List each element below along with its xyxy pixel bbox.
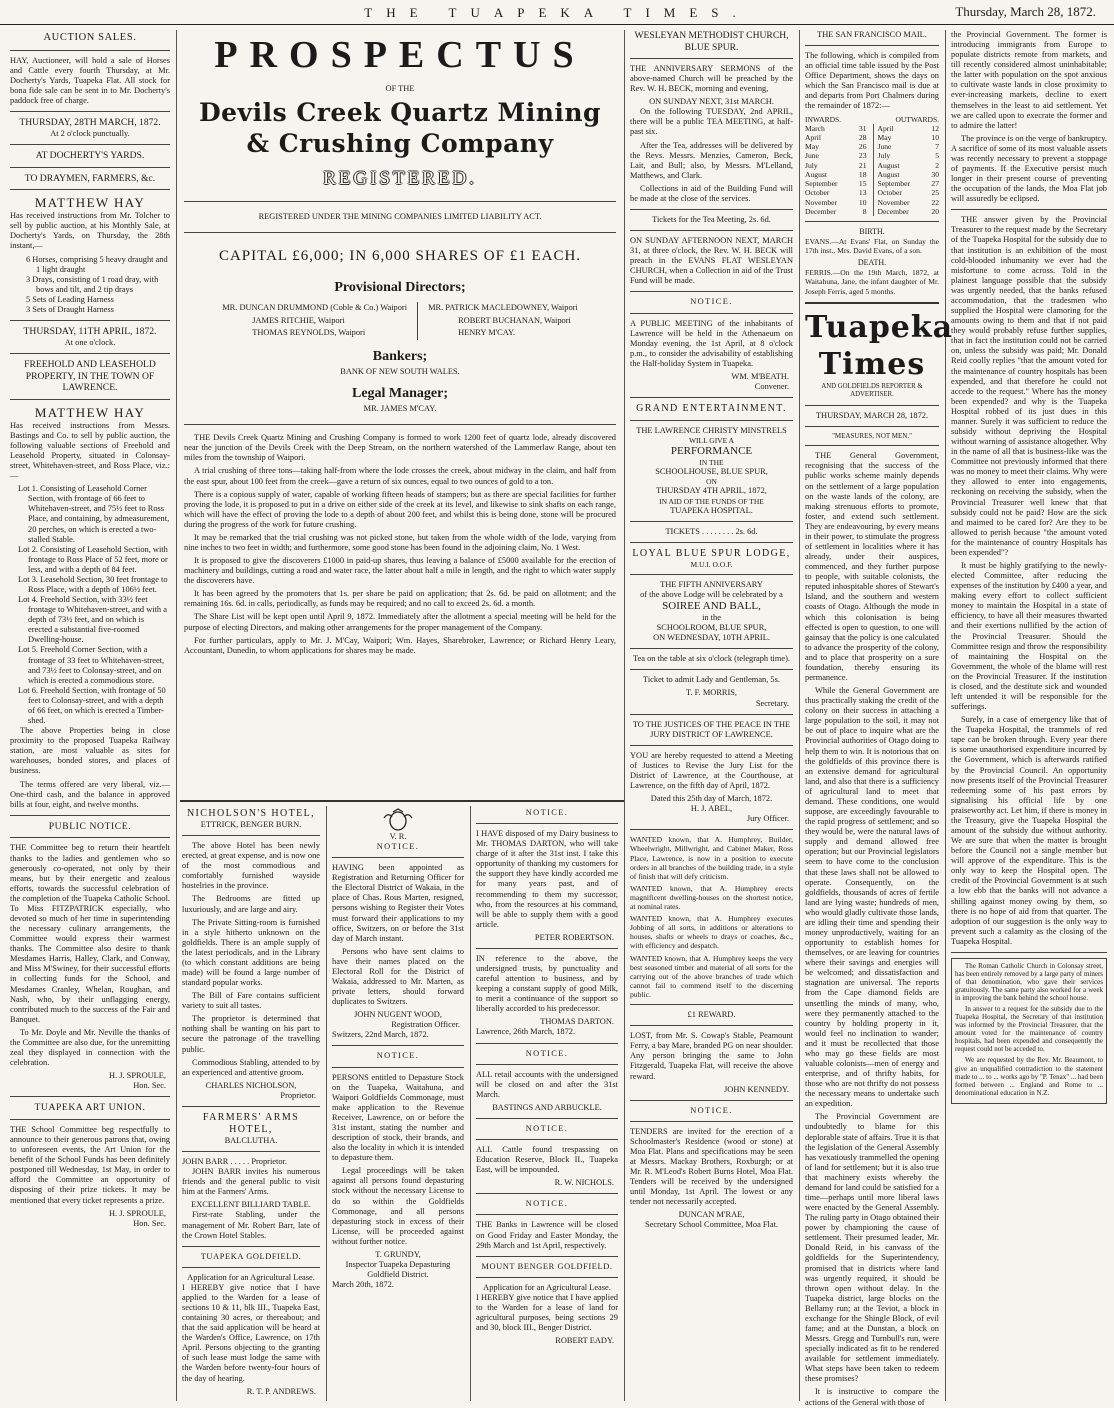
instructions-1: Has received instructions from Mr. Tolcher to sell by public auction, at his Monthly Sale, at Docherty's Yards, on Thursday, the 28th instant,— bbox=[10, 211, 170, 251]
hay-notice: HAY, Auctioneer, will hold a sale of Horses and Cattle every fourth Thursday, at Mr. Docherty's Yards, Tuapeka Flat. All stock for bona fide sale can be sent in to Mr. Docherty's paddock free of charge. bbox=[10, 55, 170, 106]
mail-month: November bbox=[805, 197, 838, 207]
notice-date: Switzers, 22nd March, 1872. bbox=[332, 1030, 429, 1040]
mail-month: October bbox=[805, 188, 830, 198]
editorial-para: It is instructive to compare the actions of the General with those of bbox=[805, 1387, 939, 1407]
hospital: TUAPEKA HOSPITAL. bbox=[670, 505, 753, 515]
hotel-name: NICHOLSON'S HOTEL, bbox=[186, 808, 316, 819]
mail-day: 5 bbox=[935, 151, 939, 161]
auctioneer-name: MATTHEW HAY bbox=[34, 404, 146, 420]
justices-text: YOU are hereby requested to attend a Meeting of Justices to Revise the Jury List for the District of Lawrence, at the Courthouse, at Lawrence, on the fifth day of April, 1872. bbox=[630, 750, 793, 790]
mail-day: 25 bbox=[931, 188, 939, 198]
mail-table-row bbox=[805, 170, 939, 179]
signature-role: Registration Officer. bbox=[391, 1020, 460, 1030]
soiree-date: ON WEDNESDAY, 10TH APRIL. bbox=[653, 633, 770, 643]
sale-date-2: THURSDAY, 11TH APRIL, 1872. bbox=[23, 326, 157, 338]
church-tickets: Tickets for the Tea Meeting, 2s. 6d. bbox=[652, 215, 771, 225]
mail-day: 21 bbox=[858, 160, 867, 170]
column-rule bbox=[470, 806, 471, 1401]
anniversary: THE FIFTH ANNIVERSARY bbox=[660, 579, 763, 589]
mail-table-row bbox=[805, 124, 939, 133]
mail-month: September bbox=[877, 179, 910, 189]
sale-time-2: At one o'clock. bbox=[64, 337, 116, 347]
notice-text: PERSONS entitled to Depasture Stock on the Tuapeka, Waitahuna, and Waipori Goldfields Commonage, must make application to the Revenue Receiver, Lawrence, on or before the 31st instant, stating the number and description of stock, their brands, and also the locality in which it is intended to depasture them. bbox=[332, 1072, 464, 1163]
death-text: FERRIS.—On the 19th March, 1872, at Waitahuna, Jane, the infant daughter of Mr. Joseph Ferris, aged 5 months. bbox=[805, 268, 939, 296]
proximity-note: The above Properties being in close proximity to the proposed Tuapeka Railway station, are most valuable as sites for warehouses, bonded stores, and places of business. bbox=[10, 726, 170, 776]
signature: JOHN NUGENT WOOD, bbox=[354, 1010, 442, 1020]
minstrels: THE LAWRENCE CHRISTY MINSTRELS bbox=[636, 426, 787, 436]
column-mail-editorial bbox=[805, 30, 954, 1407]
prospectus-para: It is proposed to give the discoverers £1000 in paid-up shares, thus leaving a balance of £5000 available for the erection of machinery and buildings, cutting a road and water race, the latter about half a mile in length, and the right to which water supply the discoverers have. bbox=[184, 556, 616, 586]
signature-role: Jury Officer. bbox=[746, 814, 789, 824]
hotel-text: The Bedrooms are fitted up luxuriously, and are large and airy. bbox=[182, 894, 320, 914]
mail-month: December bbox=[877, 206, 909, 216]
aid-line: IN AID OF THE FUNDS OF THE bbox=[659, 496, 764, 506]
mail-day: 10 bbox=[858, 197, 867, 207]
mail-day: 30 bbox=[931, 169, 939, 179]
mail-day: 28 bbox=[858, 132, 867, 142]
mail-day: 10 bbox=[931, 132, 939, 142]
royal-crest-icon bbox=[380, 808, 416, 832]
lot-item: Lot 2. Consisting of Leasehold Section, with frontage to Ross Place of 52 feet, more or less, and with a depth of 84 feet. bbox=[18, 544, 168, 574]
church-date: ON SUNDAY NEXT, 31st MARCH. bbox=[649, 97, 774, 107]
lot-item: Lot 3. Leasehold Section, 30 feet frontage to Ross Place, with a depth of 106½ feet. bbox=[18, 574, 168, 595]
notice-text: IN reference to the above, the undersigned trusts, by punctuality and careful attention to business, and by keeping a constant supply of good Milk, to merit a continuance of the support so liberally accorded to his predecessor. bbox=[476, 953, 618, 1014]
mail-day: 18 bbox=[858, 169, 867, 179]
signature: T. GRUNDY, bbox=[375, 1249, 421, 1259]
prospectus-para: There is a copious supply of water, capable of working fifteen heads of stampers; but as there are special facilities for further proving the lode, it is proposed to put in a drive on either side of the creek at its level, and likewise to sink shafts on each range, which will have the effect of proving the lode to a depth of about 200 feet, and whilst this is being done, stone will be procured during the progress of the work for future crushing. bbox=[184, 489, 616, 529]
paper-subtitle: AND GOLDFIELDS REPORTER & ADVERTISER. bbox=[821, 383, 923, 399]
signature: JOHN KENNEDY. bbox=[724, 1084, 789, 1094]
notice-heading: NOTICE. bbox=[376, 1051, 420, 1061]
lot-item: 3 Sets of Draught Harness bbox=[26, 304, 114, 314]
hotel-location: BALCLUTHA. bbox=[224, 1135, 278, 1145]
goldfield-sub: Application for an Agricultural Lease. bbox=[483, 1282, 611, 1292]
signature-role: Proprietor. bbox=[280, 1090, 316, 1100]
committee-thanks-2: To Mr. Doyle and Mr. Neville the thanks of the Committee are also due, for the unremitting zeal they displayed in connection with the celebration. bbox=[10, 1027, 170, 1068]
notice-text: THE Banks in Lawrence will be closed on Good Friday and Easter Monday, the 29th March and 1st April, respectively. bbox=[476, 1220, 618, 1250]
capital-line: CAPITAL £6,000; IN 6,000 SHARES OF £1 EACH. bbox=[218, 247, 582, 264]
mail-day: 8 bbox=[862, 206, 867, 216]
wanted-ad: WANTED known, that A. Humphrey executes Jobbing of all sorts, in additions or alterations to houses, shafts or wheels to drays or coaches, &c., with efficiency and despatch. bbox=[630, 914, 793, 951]
signature: T. F. MORRIS, bbox=[685, 688, 738, 698]
church-text: On the following TUESDAY, 2nd APRIL, there will be a public TEA MEETING, at half-past six. bbox=[630, 107, 793, 137]
editorial-para: The province is on the verge of bankruptcy. A sacrifice of some of its most valuable assets was recently necessary to prevent a stoppage of payments. If the Executive persist much longer in their present course of preventing the occupation of the lands, the Moa Flat job will assuredly be eclipsed. bbox=[951, 133, 1107, 204]
art-union-heading: TUAPEKA ART UNION. bbox=[34, 1102, 146, 1114]
mail-month: November bbox=[877, 197, 910, 207]
entertainment-heading: GRAND ENTERTAINMENT. bbox=[636, 403, 787, 415]
hotel-text: The Bill of Fare contains sufficient variety to suit all tastes. bbox=[182, 991, 320, 1011]
church-text: Collections in aid of the Building Fund will be made at the close of the services. bbox=[630, 183, 793, 203]
justices-date: Dated this 25th day of March, 1872. bbox=[650, 794, 773, 804]
mail-day: 20 bbox=[931, 206, 939, 216]
column-notices-a bbox=[332, 808, 464, 1401]
column-editorial-continued bbox=[951, 30, 1107, 1401]
birth-text: EVANS.—At Evans' Flat, on Sunday the 17th inst., Mrs. David Evans, of a son. bbox=[805, 236, 939, 256]
hotel-text: The proprietor is determined that nothing shall be wanting on his part to secure the patronage of the travelling public. bbox=[182, 1014, 320, 1054]
editorial-para: The Provincial Government are undoubtedly to blame for this deplorable state of affairs. True it is that the legislation of the General Assembly has vexatiously trammelled the opening of land for settlement; but it is also true that machinery exists whereby the demand for land could be satisfied for a time—perhaps until more liberal laws were enacted by the General Assembly. The ruling party in Otago obtained their power by championing the cause of settlement. Their presumed leader, Mr. Donald Reid, in his canvass of the goldfields for the Superintendency, promised that in districts where land was urgently required, it should be thrown open without delay. In the Tuapeka district, large blocks on the Bellamy run; at the Teviot, a block in exchange for the Shingle Block, of evil fame; and at the Dunstan, a block on Messrs. Gregg and Turnbull's run, were specially indicated as fit to be rendered available for settlement immediately. What steps have been taken to redeem these promises? bbox=[805, 1112, 939, 1384]
paper-title: Tuapeka Times bbox=[805, 309, 954, 382]
prospectus-title: PROSPECTUS bbox=[214, 34, 586, 76]
vr-mark: V. R. bbox=[389, 832, 407, 841]
goldfield-text: I HEREBY give notice that I have applied to the Warden for a lease of sections 10 & 11, blk III., Tuapeka East, containing 30 acres, or thereabout; and that the said application will be heard at the Warden's Office, Lawrence, on 17th April. Persons objecting to the granting of such lease must lodge the same with the Warden before twenty-four hours of the day of hearing. bbox=[182, 1282, 320, 1383]
prospectus-para: It may be remarked that the trial crushing was not picked stone, but taken from the whole width of the lode, varying from nine inches to two feet in width; and furthermore, some good stone has been found in the adjoining claim, No. 1 West. bbox=[184, 532, 616, 552]
prospectus-block bbox=[184, 32, 616, 659]
notice-heading: NOTICE. bbox=[525, 1123, 569, 1133]
signature: CHARLES NICHOLSON, bbox=[205, 1080, 297, 1090]
mail-table-row bbox=[805, 151, 939, 160]
signature: R. T. P. ANDREWS. bbox=[246, 1386, 316, 1396]
mail-table-row bbox=[805, 198, 939, 207]
manager-name: MR. JAMES M'CAY. bbox=[363, 404, 437, 414]
goldfield-heading: MOUNT BENGER GOLDFIELD. bbox=[481, 1261, 613, 1271]
auctioneer-name: MATTHEW HAY bbox=[34, 195, 146, 211]
hotel-text: The above Hotel has been newly erected, at great expense, and is now one of the most commodious and comfortably furnished wayside hostelries in the province. bbox=[182, 841, 320, 891]
prospectus-para: The Share List will be kept open until April 9, 1872. Immediately after the allotment a special meeting will be held for the purpose of electing Directors, and making other arrangements for the proper management of the Company. bbox=[184, 612, 616, 632]
mail-day: 31 bbox=[858, 123, 867, 133]
signature: PETER ROBERTSON. bbox=[534, 932, 614, 942]
ticket-admit: Ticket to admit Lady and Gentleman, 5s. bbox=[643, 675, 780, 685]
lots-list-1 bbox=[10, 255, 170, 315]
director: HENRY M'CAY. bbox=[458, 328, 516, 338]
justices-heading: TO THE JUSTICES OF THE PEACE IN THE JURY DISTRICT OF LAWRENCE. bbox=[632, 719, 791, 739]
prospectus-para: It has been agreed by the promoters that 1s. per share be paid on application; that 2s. 6d. be paid on allotment; and the remaining 16s. 6d. in calls, periodically, as funds may be required; and no call to exceed 2s. 6d. a month. bbox=[184, 589, 616, 609]
notice-text: I HAVE disposed of my Dairy business to Mr. THOMAS DARTON, who will take charge of it after the 31st inst. I take this opportunity of thanking my customers for the support they have kindly accorded me for many years past, and of recommending to them my successor, who, from the resources at his command, will be able to supply them with a good article. bbox=[476, 829, 618, 929]
lot-item: 5 Sets of Leading Harness bbox=[26, 294, 114, 304]
mail-table-header bbox=[805, 115, 939, 124]
lodge-text: of the above Lodge will be celebrated by a bbox=[640, 589, 783, 599]
signature-role: Convener. bbox=[754, 382, 789, 392]
signature-role: Inspector Tuapeka Depasturing Goldfield District. bbox=[345, 1259, 451, 1280]
mail-month: April bbox=[805, 132, 822, 142]
hotel-location: ETTRICK, BENGER BURN. bbox=[200, 820, 302, 829]
art-union-text: THE School Committee beg respectfully to announce to their generous patrons that, owing to unforeseen events, the Art Union for the benefit of the School Funds has been definitely postponed till Wednesday, 1st May, in order to afford the Committee an opportunity of disposing of their prize tickets. It may be mentioned that every ticket represents a prize. bbox=[10, 1125, 170, 1205]
instructions-2: Has received instructions from Messrs. Bastings and Co. to sell by public auction, the following valuable sections of Freehold and Leasehold Property, situated in Colonsay-street, Whitehaven-street, and Ross Place, viz.:— bbox=[10, 420, 170, 481]
lot-item: Lot 6. Freehold Section, with frontage of 50 feet to Colonsay-street, and with a depth of 66 feet, on which is erected a Timber-shed. bbox=[18, 685, 166, 726]
signature: BASTINGS AND ARBUCKLE. bbox=[492, 1102, 602, 1112]
director: JAMES RITCHIE, Waipori bbox=[252, 315, 345, 325]
directors-heading: Provisional Directors; bbox=[334, 279, 466, 295]
hotel-name: FARMERS' ARMS HOTEL, bbox=[202, 1111, 300, 1135]
notice-heading: NOTICE. bbox=[376, 842, 420, 852]
lost-text: LOST, from Mr. S. Cowap's Stable, Peamount Ferry, a bay Mare, branded PG on near shoulder. Any person bringing the same to John Fitzgerald, Tuapeka Flat, will receive the above reward. bbox=[630, 1031, 793, 1081]
paper-motto: "MEASURES, NOT MEN." bbox=[832, 431, 912, 440]
notice-heading: NOTICE. bbox=[690, 1105, 733, 1115]
goldfield-heading: TUAPEKA GOLDFIELD. bbox=[200, 1251, 302, 1261]
signature: R. W. NICHOLS. bbox=[554, 1178, 614, 1188]
mail-month: October bbox=[877, 188, 902, 198]
column-rule bbox=[624, 30, 625, 1401]
prospectus-para: For further particulars, apply to Mr. J. M'Cay, Waipori; Wm. Hayes, Sharebroker, Lawrence; or Richard Henry Leary, Accountant, Dunedin, to whom applications for shares may be made. bbox=[184, 635, 616, 655]
column-auctions bbox=[10, 30, 170, 1401]
editorial-para: It must be highly gratifying to the newly-elected Committee, after reducing the expenses of the institution by £400 a year, and making every effort to collect sufficient money to maintain the Hospital in a state of efficiency, to have all their measures thwarted and their exertions nullified by the action of the Provincial Treasurer. Should the Committee resign and throw the responsibility of maintaining the Hospital on the Government, the whole of the blame will rest on the Provincial Treasurer. If the institution is closed, and the destitute sick and wounded left untended it will be responsible for the sufferings. bbox=[951, 560, 1107, 712]
signature: THOMAS DARTON. bbox=[540, 1017, 614, 1027]
column-church-entertainment bbox=[630, 30, 793, 1401]
director: ROBERT BUCHANAN, Waipori bbox=[458, 315, 571, 325]
on: ON bbox=[706, 477, 717, 487]
notice-text: HAVING been appointed as Registration and Returning Officer for the Electoral District of Wakaia, in the place of Chas. Rous Marten, resigned, persons wishing to Register their Votes must forward their applications to my office, Switzers, on or before the 31st day of March instant. bbox=[332, 863, 464, 943]
signature: DUNCAN M'RAE, bbox=[678, 1210, 745, 1220]
masthead-date: Thursday, March 28, 1872. bbox=[955, 4, 1096, 19]
lots-list-2 bbox=[10, 484, 170, 726]
masthead bbox=[0, 0, 1114, 25]
signature-role: Hon. Sec. bbox=[133, 1218, 166, 1228]
lot-item: 6 Horses, comprising 5 heavy draught and 1 light draught bbox=[26, 254, 168, 274]
terms-note: The terms offered are very liberal, viz.—One-third cash, and the balance in approved bills at four, eight, and twelve months. bbox=[10, 779, 170, 809]
news-item: We are requested by the Rev. Mr. Beaumont, to give an unqualified contradiction to the statement made to ... to ... works ago by "P. Tenax" ... had been formed between ... England and Rome to ... denominational education in N.Z. bbox=[955, 1056, 1103, 1097]
lot-item: Lot 4. Freehold Section, with 33½ feet frontage to Whitehaven-street, and with a depth of 73½ feet, and on which is erected a substantial five-roomed Dwelling-house. bbox=[18, 595, 167, 645]
birth-heading: BIRTH. bbox=[859, 227, 885, 237]
inwards-label: INWARDS. bbox=[805, 114, 842, 124]
column-rule bbox=[326, 806, 327, 1401]
mail-month: August bbox=[877, 169, 900, 179]
death-heading: DEATH. bbox=[857, 258, 887, 268]
registered-label: REGISTERED. bbox=[323, 168, 477, 190]
sunday-notice: ON SUNDAY AFTERNOON NEXT, MARCH 31, at three o'clock, the Rev. W. H. BECK will preach in the EVANS FLAT WESLEYAN CHURCH, when a Collection in aid of the Trust Fund will be made. bbox=[630, 236, 793, 286]
mail-month: May bbox=[877, 132, 892, 142]
signature-role: Hon. Sec. bbox=[133, 1081, 166, 1091]
lodge-heading: LOYAL BLUE SPUR LODGE, bbox=[632, 547, 791, 559]
prospectus-divider bbox=[180, 800, 624, 802]
mail-table-row bbox=[805, 179, 939, 188]
church-heading: WESLEYAN METHODIST CHURCH, BLUE SPUR. bbox=[634, 30, 789, 53]
prospectus-para: A trial crushing of three tons—taking half-from where the lode crosses the creek, about midway in the claim, and half from the east spur, about 100 feet from the creek—gave a return of six ounces, equal to two ounces of gold to a ton. bbox=[184, 466, 616, 486]
sale-time-1: At 2 o'clock punctually. bbox=[50, 128, 130, 138]
to-draymen: TO DRAYMEN, FARMERS, &c. bbox=[24, 172, 156, 184]
schoolroom: SCHOOLROOM, BLUE SPUR, bbox=[656, 623, 767, 633]
column-rule bbox=[945, 30, 946, 1401]
notice-heading: NOTICE. bbox=[525, 808, 569, 817]
column-hotels bbox=[182, 808, 320, 1401]
mail-day: 7 bbox=[935, 142, 939, 152]
editorial-para: THE General Government, recognising that the success of the public works scheme mainly depends on the settlement of a large population on the waste lands of the colony, are making strenuous efforts to promote, foster, and extend such settlement. They are endeavouring, by every means in their power, to stimulate the progress of settlement in localities where it has already, under their auspices, commenced, and they further purpose to people, with suitable colonists, the reputed inhospitable shores of Stewart's Island, and the southern and western coasts of Otago. Although the mode in which this colonisation is being effected is open to question, to one will gainsay that the policy is one calculated to advance the prosperity of the colony, and to place that prosperity on a sure foundation, thereby ensuring its permanence. bbox=[805, 451, 939, 683]
hotel-text: First-rate Stabling, under the management of Mr. Robert Barr, late of the Crown Hotel Stables. bbox=[182, 1210, 320, 1240]
editorial-para: THE answer given by the Provincial Treasurer to the request made by the Secretary of the Tuapeka Hospital for the subsidy due to that institution is an exhibition of the most cold-blooded inhumanity we ever had the misfortune to come across. Told in the plainest language possible that the subsidy was urgently needed, that the banks refused accommodation, that the tradesmen who supplied the Hospital were clamoring for the amounts owing to them and that if not paid they would probably refuse further supplies, that in fact the institution could not be carried on, unless the subsidy was paid; Mr. Donald Reid coolly replies "that the amount voted for the maintenance of country hospitals has been expended, and that therefore he could not accede to the request." Where has the money been expended? and why is the Tuapeka Hospital robbed of its just dues in this manner. Surely it was sufficient to reduce the subsidy without depriving the Hospital without warning of assistance altogether. Why in the name of all that is business-like was the Committee not previously informed that there was no money to meet their claims. Why were they allowed to enter into engagements, reckoning on receiving the subsidy, when the Provincial Treasurer well knew that that subsidy could not be paid? How are the sick and maimed to be cared for? Are they to be allowed to perish because "the amount voted for the maintenance of country Hospitals has been expended"? bbox=[951, 215, 1107, 557]
billiard-line: EXCELLENT BILLIARD TABLE. bbox=[191, 1200, 311, 1210]
notice-date: March 20th, 1872. bbox=[332, 1280, 394, 1290]
mail-month: June bbox=[805, 151, 819, 161]
mail-day: 12 bbox=[931, 123, 939, 133]
mail-table bbox=[805, 124, 939, 217]
public-notice-heading: PUBLIC NOTICE. bbox=[48, 820, 132, 832]
prospectus-para: THE Devils Creek Quartz Mining and Crushing Company is formed to work 1200 feet of quartz lode, already discovered near the junction of the Devils Creek with the Deep Stream, on the northern watershed of the Lammerlaw Range, about ten miles from the township of Waipori. bbox=[184, 433, 616, 463]
mail-month: August bbox=[877, 160, 900, 170]
reward-heading: £1 REWARD. bbox=[687, 1010, 736, 1020]
mail-table-row bbox=[805, 161, 939, 170]
notice-text: Persons who have sent claims to have their names placed on the Electoral Roll for the District of Wakaia, addressed to Mr. Marten, as private letters, should forward duplicates to Switzers. bbox=[332, 946, 464, 1007]
editorial-para: While the General Government are thus practically staking the credit of the colony on their success in attaching a large population to the soil, it may not be out of place to inquire what are the Provincial authorities of Otago doing to help them to win. It is notorious that on the goldfields of this province there is an extensive demand for agricultural land, and also that there is a sufficiency of agricultural land to meet that demand. These conditions, one would suppose, are exceedingly favourable to the rapid progress of settlement; and so they would be, were the natural laws of supply and demand allowed free operation; but our Provincial legislators seem to have come to the conclusion that these laws shall not be allowed to operate. Consequently, on the goldfields, thousands of acres of fertile land are lying waste; hundreds of men, who would gladly cultivate those lands, are idling their time and spending their money unproductively, waiting for an opportunity to establish homes for themselves, or are leaving for countries where their savings and energies will be welcomed; and dissatisfaction and stagnation are universal. The reports from the Cape diamond fields are unsettling the minds of many, who, were they permanently attached to the country by holding property in it, would feel no inclination to wander; and it must be recollected that those who may go these fields are most valuable colonists—men of energy and enterprise, and of thrifty habits, for those who are not thrifty do not possess the necessary means to undertake such an expedition. bbox=[805, 686, 939, 1109]
hotel-text: The Private Sitting-room is furnished in a style hitherto unknown on the goldfields. There is an ample supply of the latest periodicals, and in the Library (to which constant additions are being made) will be found a large number of standard popular works. bbox=[182, 917, 320, 988]
signature: H. J. SPROULE, bbox=[108, 1071, 166, 1081]
sale-place-1: AT DOCHERTY'S YARDS. bbox=[35, 149, 145, 161]
hotel-text: Commodious Stabling, attended to by an experienced and attentive groom. bbox=[182, 1057, 320, 1077]
mail-month: July bbox=[805, 160, 818, 170]
wanted-ad: WANTED known, that A. Humphrey keeps the very best seasoned timber and material of all sorts for the carrying out of the above branches of trade which cannot fail to commend itself to the discerning public. bbox=[630, 953, 793, 1000]
bankers-heading: Bankers; bbox=[372, 348, 428, 364]
paper-date: THURSDAY, MARCH 28, 1872. bbox=[815, 410, 929, 420]
hotel-text: JOHN BARR invites his numerous friends and the general public to visit him at the Farmers' Arms. bbox=[182, 1167, 320, 1197]
mail-table-row bbox=[805, 207, 939, 216]
signature: H. J. SPROULE, bbox=[108, 1208, 166, 1218]
sale-date-1: THURSDAY, 28TH MARCH, 1872. bbox=[19, 117, 161, 129]
in-the: IN THE bbox=[699, 458, 724, 468]
committee-thanks: THE Committee beg to return their heartfelt thanks to the ladies and gentlemen who so generously co-operated, not only by their means, but by their energetic and zealous efforts, towards the successful celebration of the completion of the Tuapeka Catholic School. To Miss FITZPATRICK especially, who devoted so much of her time in superintending the necessary culinary arrangements, the Committee would express their warmest thanks. The Committee also desire to thank Mesdames Harris, Halley, Clark, and Conway, and Miss M'Swiney, for their successful efforts in collecting funds for the School, and Mesdames Cranley, Whelan, Roughan, and Nash, who, by their unflagging energy, contributed much to the success of the Fair and Banquet. bbox=[10, 843, 170, 1024]
mail-heading: THE SAN FRANCISCO MAIL. bbox=[817, 30, 927, 39]
performance: PERFORMANCE bbox=[670, 445, 753, 458]
mail-month: May bbox=[805, 142, 819, 152]
column-notices-b bbox=[476, 808, 618, 1401]
mail-day: 15 bbox=[858, 179, 867, 189]
signature-role: Secretary. bbox=[755, 698, 789, 708]
news-box bbox=[951, 958, 1107, 1104]
mail-text: The following, which is compiled from an official time table issued by the Post Office Department, shows the days on which the San Francisco mail is due at and departs from Port Chalmers during the remainder of 1872:— bbox=[805, 51, 939, 111]
bank-name: BANK OF NEW SOUTH WALES. bbox=[340, 366, 460, 376]
signature-role: Secretary School Committee, Moa Flat. bbox=[644, 1220, 779, 1230]
notice-heading: NOTICE. bbox=[525, 1048, 569, 1058]
mail-month: December bbox=[805, 206, 837, 216]
of-the: OF THE bbox=[385, 84, 415, 94]
hotel-owner: JOHN BARR . . . . . Proprietor. bbox=[182, 1157, 287, 1167]
mail-table-row bbox=[805, 142, 939, 151]
meeting-text: A PUBLIC MEETING of the inhabitants of Lawrence will be held in the Athenaeum on Monday evening, the 1st April, at 8 o'clock p.m., to consider the advisability of establishing the Half-holiday System in Tuapeka. bbox=[630, 318, 793, 368]
freehold-heading: FREEHOLD AND LEASEHOLD PROPERTY, IN THE TOWN OF LAWRENCE. bbox=[24, 358, 156, 394]
mail-day: 23 bbox=[858, 151, 867, 161]
signature: ROBERT EADY. bbox=[555, 1336, 614, 1346]
notice-text: Legal proceedings will be taken against all persons found depasturing stock without the necessary License to do so within the Goldfields Commonage, and all persons depasturing stock in excess of their License, will be proceeded against without further notice. bbox=[332, 1166, 464, 1246]
performance-date: THURSDAY 4TH APRIL, 1872, bbox=[656, 486, 767, 496]
will-give: WILL GIVE A bbox=[688, 436, 735, 446]
mail-month: September bbox=[805, 179, 838, 189]
tickets-price: TICKETS . . . . . . . . 2s. 6d. bbox=[665, 526, 758, 536]
mail-day: 22 bbox=[931, 197, 939, 207]
in-the: in the bbox=[702, 613, 721, 623]
notice-text: ALL Cattle found trespassing on Education Reserve, Block II., Tuapeka East, will be impounded. bbox=[476, 1145, 618, 1175]
editorial-para: Surely, in a case of emergency like that of the Tuapeka Hospital, the trammels of red tape can be broken through. Every year there is some unauthorised expenditure incurred by the Government, which is afterwards ratified by the Provincial Council. An opportunity now presents itself of the Provincial Treasurer redeeming some of his past errors by signalising his official life by one praiseworthy act. Let him, if there is money in the Treasury, give the Tuapeka Hospital the amount of the subsidy due without authority. We are sure that when the matter is brought before the Council not a single member but will approve of the expenditure. This is the only way to keep the Hospital open. The credit of the Provincial Government is at such a low ebb that the banks will not advance a shilling against money owing by them, so there is no hope of aid from that quarter. The adoption of our suggestion is the only way to prevent such a calamity as the closing of the Tuapeka Hospital. bbox=[951, 715, 1107, 946]
signature: WM. M'BEATH. bbox=[731, 371, 789, 381]
tender-text: TENDERS are invited for the erection of a Schoolmaster's Residence (wood or stone) at Moa Flat. Plans and specifications may be seen at Messrs. Mackay Brothers, Roxburgh; or at Mr. R. M'Leod's Robert Burns Hotel, Moa Flat. Tenders will be received by the undersigned until Monday, 1st April. The lowest or any tender not necessarily accepted. bbox=[630, 1126, 793, 1207]
mail-day: 27 bbox=[931, 179, 939, 189]
mail-day: 13 bbox=[858, 188, 867, 198]
soiree: SOIREE AND BALL, bbox=[662, 599, 761, 612]
manager-heading: Legal Manager; bbox=[351, 386, 449, 402]
wanted-ad: WANTED known, that A. Humphrey erects magnificent dwelling-houses on the shortest notice, at nominal rates. bbox=[630, 883, 793, 912]
mail-month: June bbox=[877, 142, 892, 152]
notice-text: I HEREBY give notice that I have applied to the Warden for a lease of land for agricultural purposes, being sections 29 and 30, block III., Benger District. bbox=[476, 1292, 618, 1333]
mail-month: August bbox=[805, 169, 827, 179]
director: MR. DUNCAN DRUMMOND (Coble & Co.) Waipori bbox=[222, 303, 408, 313]
notice-heading: NOTICE. bbox=[690, 297, 733, 307]
mail-month: March bbox=[805, 123, 825, 133]
mail-day: 26 bbox=[858, 142, 867, 152]
notice-date: Lawrence, 26th March, 1872. bbox=[476, 1027, 576, 1037]
church-text: THE ANNIVERSARY SERMONS of the above-named Church will be preached by the Rev. W. H. BECK, morning and evening, bbox=[630, 64, 793, 94]
company-name: Devils Creek Quartz Mining & Crushing Company bbox=[198, 98, 602, 158]
notice-text: ALL retail accounts with the undersigned will be closed on and after the 31st March. bbox=[476, 1069, 618, 1099]
column-rule bbox=[176, 30, 177, 1401]
tea-time: Tea on the table at six o'clock (telegraph time). bbox=[633, 654, 790, 664]
goldfield-sub: Application for an Agricultural Lease. bbox=[187, 1272, 315, 1282]
mail-day: 2 bbox=[935, 160, 939, 170]
column-rule bbox=[799, 30, 800, 1401]
outwards-label: OUTWARDS. bbox=[895, 114, 939, 124]
news-item: The Roman Catholic Church in Colonsay street, has been entirely removed by a large party of miners of that denomination, who gave their services gratuitously. The same party also worked for a week in improving the bank behind the school house. bbox=[955, 961, 1103, 1003]
lot-item: Lot 5. Freehold Corner Section, with a frontage of 33 feet to Whitehaven-street, and 73½ feet to Colonsay-street, and on which is erected a commodious store. bbox=[18, 645, 165, 685]
masthead-title: THE TUAPEKA TIMES. bbox=[364, 5, 750, 20]
director: THOMAS REYNOLDS, Waipori bbox=[252, 328, 366, 338]
auction-heading: AUCTION SALES. bbox=[43, 32, 137, 43]
mail-table-row bbox=[805, 133, 939, 142]
mail-month: July bbox=[877, 151, 891, 161]
lot-item: 3 Drays, consisting of 1 road dray, with bows and tilt, and 2 tip drays bbox=[26, 274, 159, 294]
signature: H. J. ABEL, bbox=[690, 804, 733, 814]
notice-heading: NOTICE. bbox=[525, 1199, 569, 1209]
editorial-para: the Provincial Government. The former is introducing immigrants from Europe to populate districts remote from markets, and till recently considered almost uninhabitable; the latter with population on the spot anxious to cultivate waste lands in close proximity to ever-increasing markets, decline to exert themselves in the least to aid settlement. Yet we are called upon to execrate the former and to admire the latter! bbox=[951, 30, 1107, 130]
mail-table-row bbox=[805, 188, 939, 197]
lodge-order: M.U.I. O.O.F. bbox=[690, 559, 733, 569]
church-text: After the Tea, addresses will be delivered by the Revs. Messrs. Menzies, Cameron, Beck, Lait, and Bull; also, by Messrs. M'Lelland, Matthews, and Clark. bbox=[630, 140, 793, 180]
venue: SCHOOLHOUSE, BLUE SPUR, bbox=[655, 467, 768, 477]
prospectus-body bbox=[184, 433, 616, 656]
directors-list bbox=[184, 302, 616, 340]
director: MR. PATRICK MACLEDOWNEY, Waipori bbox=[428, 303, 578, 313]
lot-item: Lot 1. Consisting of Leasehold Corner Section, with frontage of 66 feet to Whitehaven-street, and 75½ feet to Ross Place, and containing, by admeasurement, 20 perches, on which is erected a two-stalled Stable. bbox=[18, 484, 170, 544]
news-item: In answer to a request for the subsidy due to the Tuapeka Hospital, the Secretary of that institution was informed by the Provincial Treasurer, that the amount voted for the maintenance of country hospitals, had been expended and consequently the request could not be acceded to. bbox=[955, 1005, 1103, 1054]
mail-month: April bbox=[877, 123, 894, 133]
wanted-ad: WANTED known, that A. Humphrey, Builder, Wheelwright, Millwright, and Cabinet Maker, Ross Place, Lawrence, is now in a position to execute orders in all branches of the building trade, in a style of finish that will defy criticism. bbox=[630, 835, 793, 881]
act-line: REGISTERED UNDER THE MINING COMPANIES LIMITED LIABILITY ACT. bbox=[258, 211, 542, 221]
